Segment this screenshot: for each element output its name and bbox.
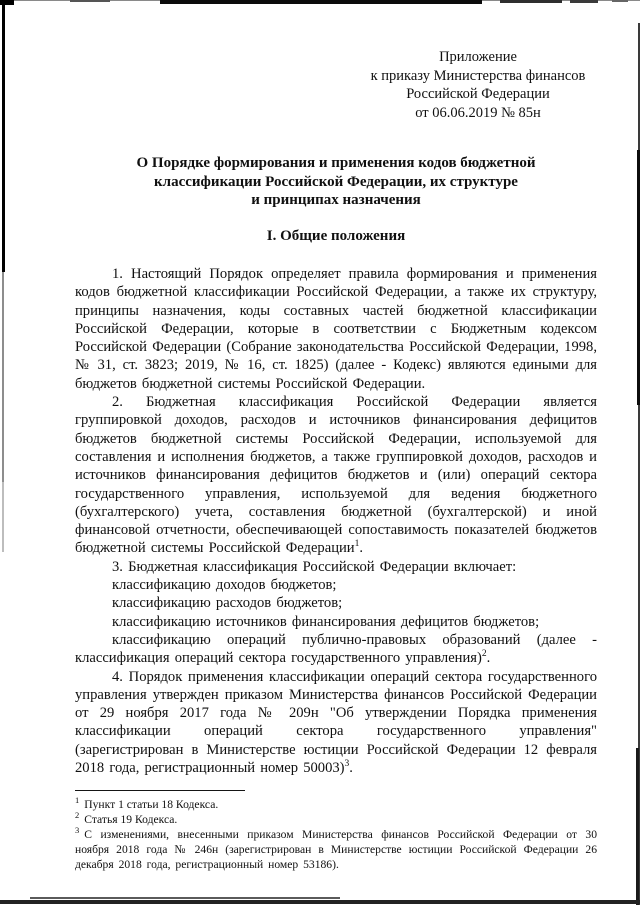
footnote-ref-2: 2 (481, 649, 487, 660)
scan-artifact-left-border (2, 272, 4, 482)
list-item-3 (75, 613, 597, 631)
paragraph-text: классификацию доходов бюджетов; (112, 577, 337, 594)
paragraph-text: 4. Порядок применения классификации операций сектора государственного управления утвержден приказом Министерства финансов Российской Федерации от 29 ноября 2017 года № 209н "Об утверждении Порядка применения классификации операций сектора государственного управления" (зарегистрирован в Министерстве юстиции Российской Федерации 12 февраля 2018 года, регистрационный номер 50003) (75, 668, 597, 777)
appendix-line: Приложение (439, 49, 517, 65)
appendix-line: к приказу Министерства финансов (370, 67, 586, 84)
footnote-3 (75, 827, 597, 872)
body-text (75, 265, 597, 777)
list-item-2 (75, 594, 597, 612)
title-line: и принципах назначения (251, 192, 421, 208)
document-content (75, 0, 597, 872)
paragraph-text: . (359, 540, 364, 557)
appendix-line: Российской Федерации (406, 86, 550, 102)
footnote-text: Статья 19 Кодекса. (84, 813, 178, 827)
paragraph-text: классификацию расходов бюджетов; (112, 595, 343, 612)
footnote-marker: 1 (75, 795, 80, 806)
appendix-header (359, 48, 597, 122)
paragraph-text: классификацию источников финансирования дефицитов бюджетов; (112, 613, 540, 630)
footnote-text: С изменениями, внесенными приказом Министерства финансов Российской Федерации от 30 ноября 2018 года № 246н (зарегистрирован в Министерстве юстиции Российской Федерации 26 декабря 2018 года, регистрационный номер 53186). (75, 828, 597, 872)
footnote-ref-1: 1 (354, 539, 360, 550)
paragraph-2 (75, 393, 597, 558)
document-title (75, 154, 597, 210)
title-line: классификации Российской Федерации, их структуре (154, 173, 518, 190)
scan-artifact-top-segment (612, 0, 628, 2)
title-line: О Порядке формирования и применения кодов бюджетной (136, 155, 536, 171)
footnote-1 (75, 797, 597, 812)
appendix-order-date: от 06.06.2019 № 85н (415, 104, 541, 121)
paragraph-text: 3. Бюджетная классификация Российской Федерации включает: (112, 558, 517, 575)
paragraph-4 (75, 668, 597, 778)
scan-artifact-top-left (0, 0, 14, 5)
footnotes-block (75, 790, 597, 872)
scan-artifact-bottom-border (0, 900, 640, 904)
paragraph-text: . (486, 650, 491, 667)
paragraph-3 (75, 558, 597, 576)
footnote-separator (75, 790, 245, 791)
section-heading: I. Общие положения (266, 227, 406, 244)
footnote-2 (75, 812, 597, 827)
paragraph-1 (75, 265, 597, 393)
footnote-marker: 3 (75, 825, 80, 836)
paragraph-text: 1. Настоящий Порядок определяет правила формирования и применения кодов бюджетной классификации Российской Федерации, а также их структуру, принципы назначения, коды составных частей бюджетной классификации Российской Федерации, которые в соответствии с Бюджетным кодексом Российской Федерации (Собрание законодательства Российской Федерации, 1998, № 31, ст. 3823; 2019, № 16, ст. 1825) (далее - Кодекс) являются едиными для бюджетов бюджетной системы Российской Федерации. (75, 266, 597, 392)
scan-artifact-left-border (2, 482, 4, 552)
footnote-ref-3: 3 (344, 759, 350, 770)
footnote-text: Пункт 1 статьи 18 Кодекса. (84, 798, 219, 812)
footnote-marker: 2 (75, 810, 80, 821)
list-item-4 (75, 631, 597, 668)
paragraph-text: 2. Бюджетная классификация Российской Федерации является группировкой доходов, расходов и источников финансирования дефицитов бюджетов бюджетной системы Российской Федерации, используемой для составления и исполнения бюджетов, а также группировкой доходов, расходов и источников финансирования дефицитов бюджетов и (или) операций сектора государственного управления, используемой для ведения бюджетного (бухгалтерского) учета, составления бюджетной (бухгалтерской) и иной финансовой отчетности, обеспечивающей сопоставимость показателей бюджетов бюджетной системы Российской Федерации (75, 394, 597, 557)
paragraph-text: . (349, 760, 353, 777)
paragraph-text: классификацию операций публично-правовых образований (далее - классификация операций сектора государственного управления) (75, 631, 597, 667)
scan-artifact-left-border (2, 0, 5, 272)
scan-artifact-right-border (636, 748, 639, 905)
scan-artifact-bottom-border (30, 897, 340, 899)
list-item-1 (75, 576, 597, 594)
